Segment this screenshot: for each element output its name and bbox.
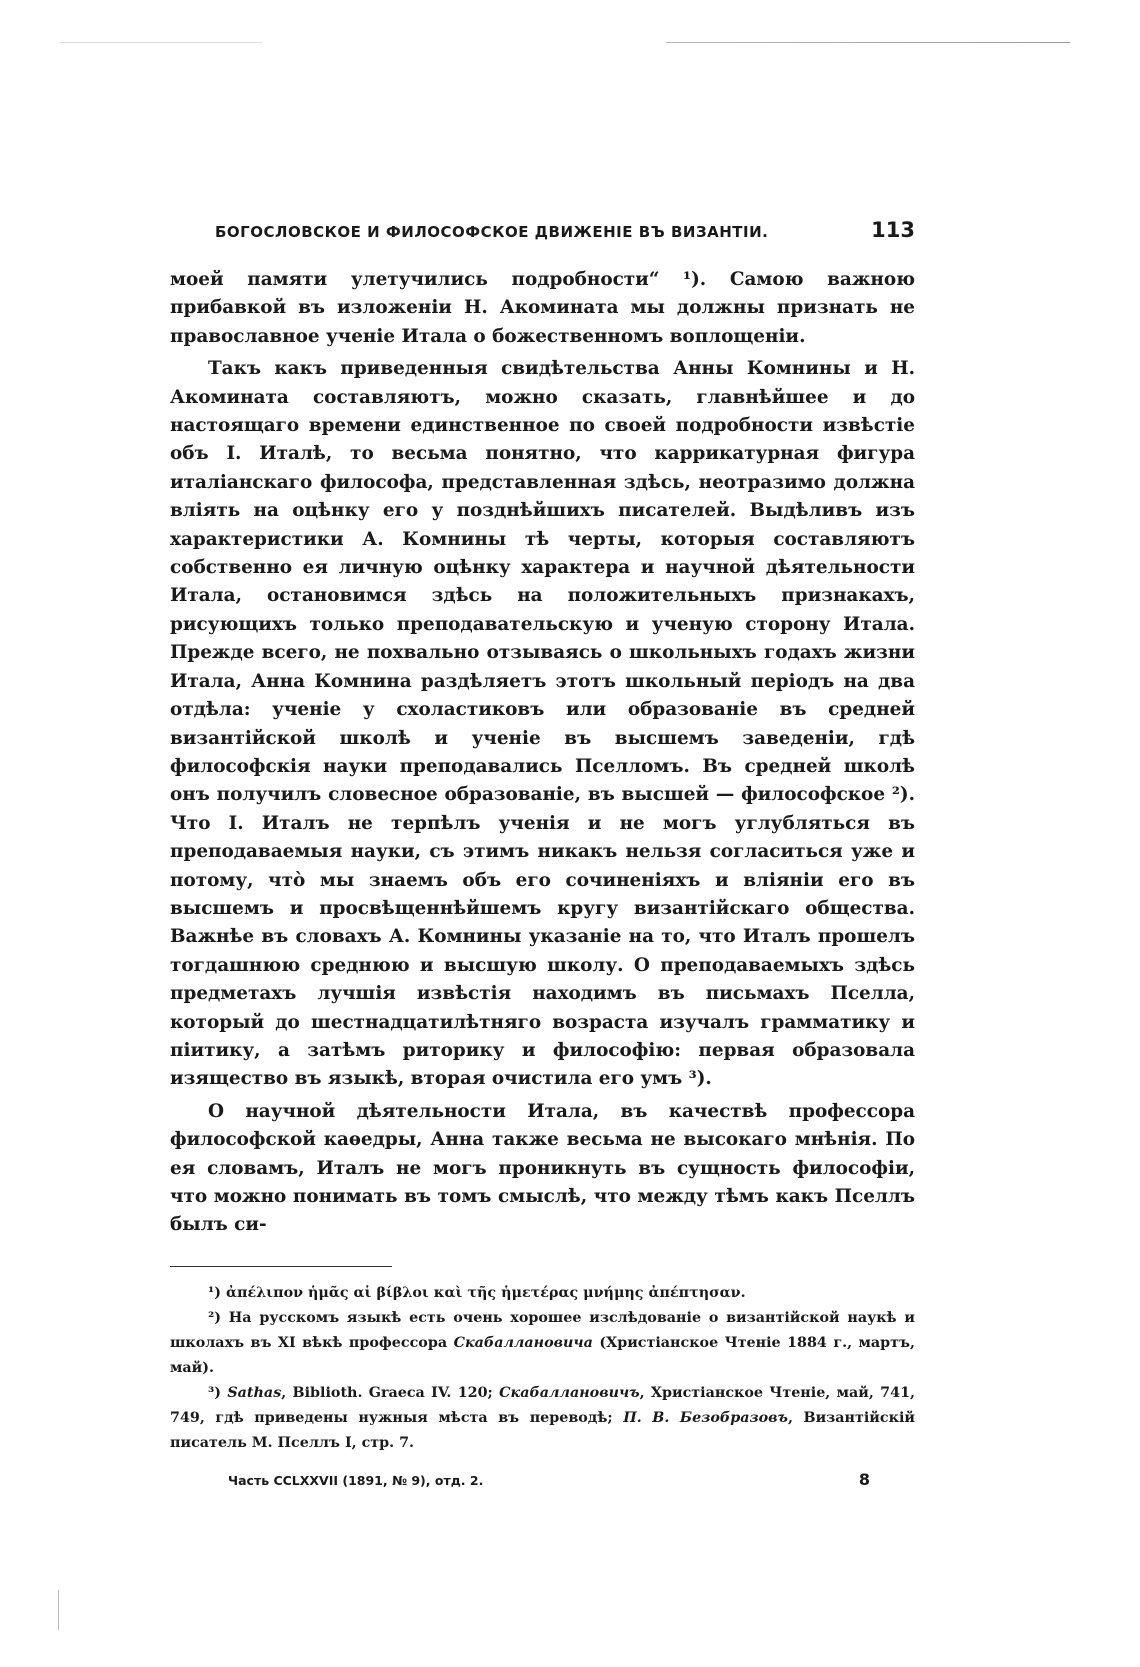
running-head — [170, 218, 915, 242]
scan-artifact-top — [60, 42, 1070, 43]
footnote-3 — [170, 1381, 915, 1456]
footnote-2-author: Скабаллановича — [453, 1334, 593, 1351]
signature-row — [170, 1470, 915, 1489]
scan-artifact-left — [58, 1590, 59, 1630]
paragraph-2: Такъ какъ приведенныя свидѣтельства Анны Комнины и Н. Акомината составляютъ, можно сказать, главнѣйшее и до настоящаго времени единственное по своей подробности извѣстіе объ І. Италѣ, то весьма понятно, что каррикатурная фигура италіанскаго философа, представленная здѣсь, неотразимо должна вліять на оцѣнку его у позднѣйшихъ писателей. Выдѣливъ изъ характеристики А. Комнины тѣ черты, которыя составляютъ собственно ея личную оцѣнку характера и научной дѣятельности Итала, остановимся здѣсь на положительныхъ признакахъ, рисующихъ только преподавательскую и ученую сторону Итала. Прежде всего, не похвально отзываясь о школьныхъ годахъ жизни Итала, Анна Комнина раздѣляетъ этотъ школьный періодъ на два отдѣла: ученіе у схоластиковъ или образованіе въ средней византійской школѣ и ученіе въ высшемъ заведеніи, гдѣ философскія науки преподавались Пселломъ. Въ средней школѣ онъ получилъ словесное образованіе, въ высшей — философское ²). Что І. Италъ не терпѣлъ ученія и не могъ углубляться въ преподаваемыя науки, съ этимъ никакъ нельзя согласиться уже и потому, что̀ мы знаемъ объ его сочиненіяхъ и вліяніи его въ высшемъ и просвѣщеннѣйшемъ кругу византійскаго общества. Важнѣе въ словахъ А. Комнины указаніе на то, что Италъ прошелъ тогдашнюю среднюю и высшую школу. О преподаваемыхъ здѣсь предметахъ лучшія извѣстія находимъ въ письмахъ Пселла, который до шестнадцатилѣтняго возраста изучалъ грамматику и піитику, а затѣмъ риторику и философію: первая образовала изящество въ языкѣ, вторая очистила его умъ ³). — [170, 358, 915, 1090]
signature-volume: Часть CCLXXVII (1891, № 9), отд. 2. — [228, 1472, 484, 1488]
main-text — [170, 266, 915, 1240]
footnote-2-text: ²) На русскомъ языкѣ есть очень хорошее изслѣдованіе о византійской наукѣ и школахъ въ XI вѣкѣ профессора — [170, 1309, 915, 1351]
running-title: БОГОСЛОВСКОЕ И ФИЛОСОФСКОЕ ДВИЖЕНІЕ ВЪ ВИЗАНТІИ. — [215, 223, 769, 241]
footnote-3-ref-2: , Христіанское Чтеніе, май, 741, 749, гдѣ приведены нужныя мѣста въ переводѣ; — [170, 1384, 915, 1426]
paragraph-3: О научной дѣятельности Итала, въ качествѣ профессора философской каѳедры, Анна также весьма не высокаго мнѣнія. По ея словамъ, Италъ не могъ проникнуть въ сущность философіи, что можно понимать въ томъ смыслѣ, что между тѣмъ какъ Пселлъ былъ си- — [170, 1100, 915, 1236]
footnote-3-author-skab: Скабаллановичъ — [499, 1384, 640, 1401]
book-page — [170, 218, 915, 1489]
footnotes — [170, 1281, 915, 1456]
footnote-3-marker: ³) — [208, 1384, 228, 1401]
footnote-3-author-bez: П. В. Безобразовъ — [623, 1409, 788, 1426]
signature-sheet-number: 8 — [858, 1469, 870, 1489]
paragraph-1: моей памяти улетучились подробности“ ¹). Самою важною прибавкой въ изложеніи Н. Акомината мы должны признать не православное ученіе Итала о божественномъ воплощеніи. — [170, 269, 915, 347]
footnote-2 — [170, 1306, 915, 1381]
footnote-1-text: ¹) ἀπέλιπον ἡμᾶς αἱ βίβλοι καὶ τῆς ἡμετέρας μνήμης ἀπέπτησαν. — [208, 1284, 746, 1301]
footnote-2-source: (Христіанское Чтеніе 1884 г., мартъ, май). — [170, 1334, 915, 1376]
footnote-1 — [170, 1281, 915, 1306]
footnote-3-author-sathas: Sathas — [227, 1384, 282, 1401]
footnote-3-ref-3: , Византійскій писатель М. Пселлъ I, стр. 7. — [170, 1409, 915, 1451]
page-number: 113 — [871, 218, 915, 242]
footnote-divider — [170, 1266, 392, 1267]
footnote-3-ref-1: , Biblioth. Graeca IV. 120; — [281, 1384, 500, 1401]
